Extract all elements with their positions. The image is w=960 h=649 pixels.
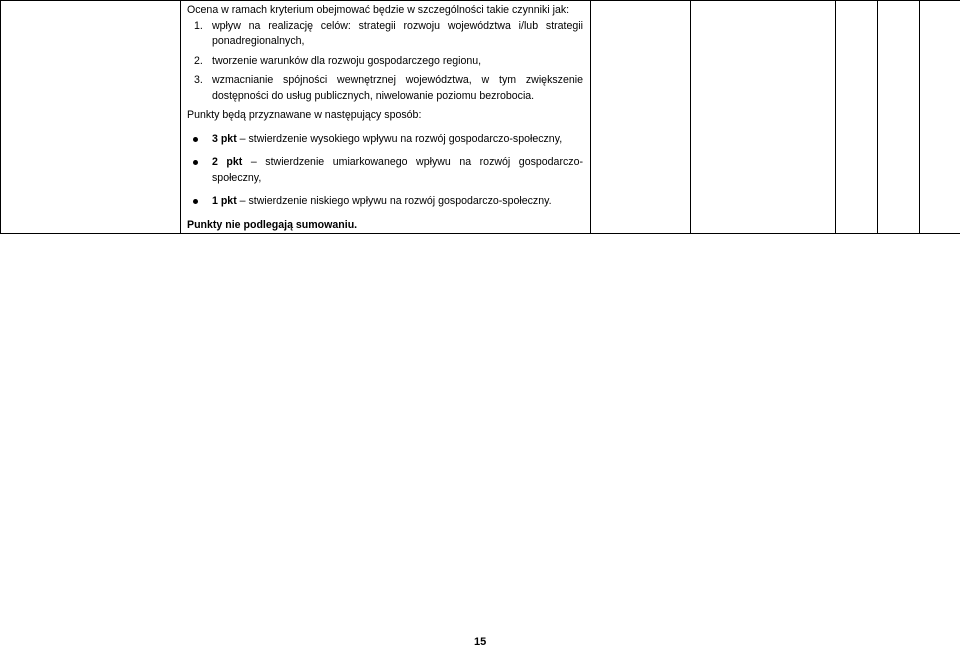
factor-item — [187, 73, 583, 104]
factor-item — [187, 54, 583, 70]
scoring-list — [187, 132, 583, 210]
scoring-points: 3 pkt — [212, 132, 237, 145]
criteria-intro: Ocena w ramach kryterium obejmować będzie w szczególności takie czynniki jak: — [187, 4, 570, 16]
scoring-text: – stwierdzenie wysokiego wpływu na rozwój gospodarczo-społeczny, — [236, 132, 563, 145]
scoring-item — [187, 155, 583, 186]
factor-item — [187, 19, 583, 50]
scoring-intro: Punkty będą przyznawane w następujący sposób: — [187, 109, 422, 121]
scoring-note: Punkty nie podlegają sumowaniu. — [187, 218, 358, 231]
scoring-item — [187, 132, 583, 148]
factor-text: tworzenie warunków dla rozwoju gospodarczego regionu, — [212, 54, 482, 67]
factor-number: 2. — [194, 54, 203, 67]
factor-text: wpływ na realizację celów: strategii rozwoju województwa i/lub strategii ponadregionalnych, — [212, 19, 583, 47]
page-number: 15 — [474, 636, 487, 648]
criteria-description-cell — [181, 1, 591, 234]
scoring-text: – stwierdzenie niskiego wpływu na rozwój gospodarczo-społeczny. — [236, 195, 552, 207]
scoring-points: 1 pkt — [212, 195, 237, 207]
table-row — [1, 1, 960, 234]
criteria-table — [0, 0, 960, 234]
scoring-points: 2 pkt — [212, 156, 243, 168]
factor-text: wzmacnianie spójności wewnętrznej województwa, w tym zwiększenie dostępności do usług publicznych, niwelowanie poziomu bezrobocia. — [212, 74, 583, 102]
table-cell-label — [1, 1, 181, 234]
table-cell-empty — [920, 1, 960, 234]
scoring-item — [187, 194, 583, 210]
factor-number: 1. — [194, 19, 203, 32]
factor-number: 3. — [194, 74, 203, 86]
scoring-text: – stwierdzenie umiarkowanego wpływu na rozwój gospodarczo-społeczny, — [212, 156, 583, 184]
table-cell-empty — [836, 1, 878, 234]
factors-list — [187, 19, 583, 105]
bullet-icon — [193, 199, 198, 204]
bullet-icon — [193, 137, 198, 142]
table-cell-empty — [691, 1, 836, 234]
table-cell-empty — [878, 1, 920, 234]
table-cell-empty — [591, 1, 691, 234]
bullet-icon — [193, 160, 198, 165]
